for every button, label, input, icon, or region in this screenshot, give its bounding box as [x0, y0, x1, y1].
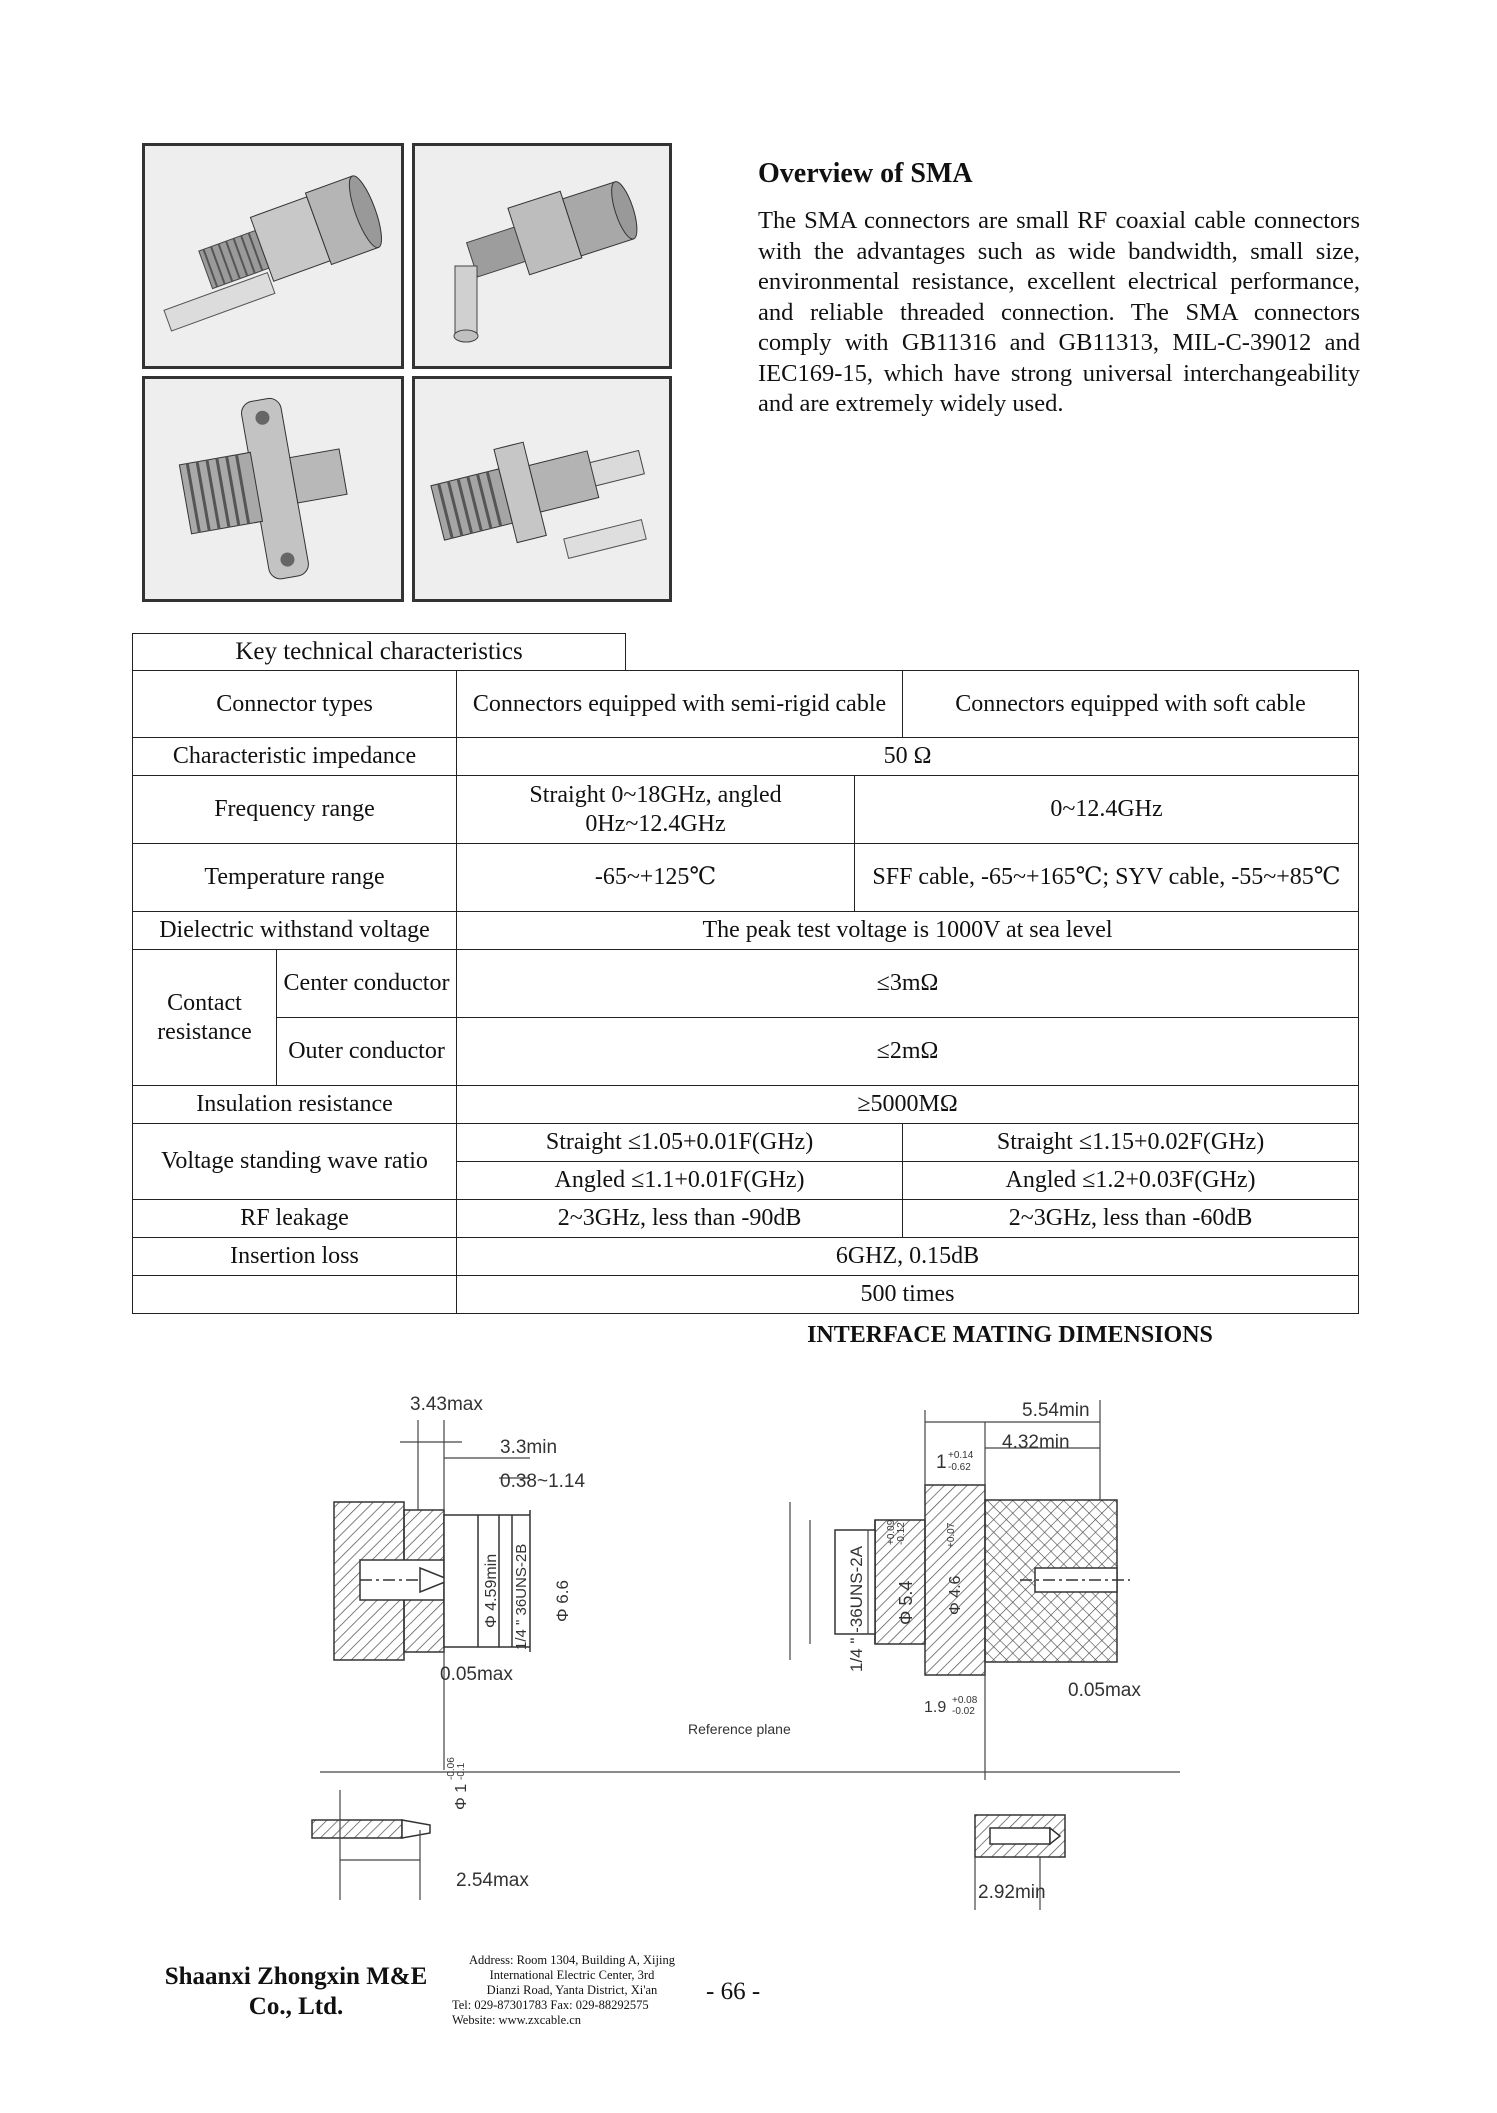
- temperature-label: Temperature range: [133, 844, 457, 912]
- table-row: [133, 912, 1359, 950]
- center-conductor-label: Center conductor: [277, 950, 457, 1018]
- table-row: [133, 1124, 1359, 1162]
- table-row: [133, 671, 1359, 738]
- dim-1-tol-top: +0.14: [948, 1450, 974, 1461]
- sma-right-angle-plug-photo: [412, 143, 672, 369]
- table-row: [133, 776, 1359, 844]
- dim-0.05max-left: 0.05max: [440, 1664, 513, 1685]
- impedance-label: Characteristic impedance: [133, 738, 457, 776]
- dim-pin-tol-top: -0.06: [446, 1757, 457, 1780]
- dielectric-value: The peak test voltage is 1000V at sea level: [457, 912, 1359, 950]
- temperature-semi-value: -65~+125℃: [457, 844, 855, 912]
- overview-paragraph: The SMA connectors are small RF coaxial cable connectors with the advantages such as wide bandwidth, small size, environmental resistance, excellent electrical performance, and reliable threaded connection. The SMA connectors comply with GB11316 and GB11313, MIL-C-39012 and IEC169-15, which have strong universal interchangeability and are extremely widely used.: [758, 207, 1360, 417]
- rf-leakage-soft: 2~3GHz, less than -60dB: [903, 1200, 1359, 1238]
- frequency-semi-value: Straight 0~18GHz, angled 0Hz~12.4GHz: [457, 776, 855, 844]
- sma-bulkhead-jack-photo: [412, 376, 672, 602]
- table-row: [133, 738, 1359, 776]
- insertion-loss-value: 6GHZ, 0.15dB: [457, 1238, 1359, 1276]
- dim-1.9-tol-bottom: -0.02: [952, 1706, 975, 1717]
- sma-straight-plug-photo: [142, 143, 404, 369]
- dim-1.9: 1.9: [924, 1699, 947, 1716]
- dim-4.59min: Φ 4.59min: [483, 1553, 500, 1628]
- dielectric-label: Dielectric withstand voltage: [133, 912, 457, 950]
- address-line: Address: Room 1304, Building A, Xijing: [469, 1953, 675, 1967]
- address-line: Dianzi Road, Yanta District, Xi'an: [486, 1983, 658, 1997]
- table-caption: Key technical characteristics: [132, 633, 626, 670]
- dim-4.6: Φ 4.6: [947, 1575, 964, 1615]
- soft-cable-header: Connectors equipped with soft cable: [903, 671, 1359, 738]
- plug-interface-drawing: [835, 1485, 1130, 1857]
- table-row: [133, 950, 1359, 1018]
- dim-1.9-tol-top: +0.08: [952, 1695, 978, 1706]
- vswr-soft-angled: Angled ≤1.2+0.03F(GHz): [903, 1162, 1359, 1200]
- dim-3.43max: 3.43max: [410, 1394, 483, 1415]
- table-row: [133, 1200, 1359, 1238]
- impedance-value: 50 Ω: [457, 738, 1359, 776]
- dim-0.05max-right: 0.05max: [1068, 1680, 1141, 1701]
- dim-pin-diameter: Φ 1: [453, 1783, 470, 1810]
- insulation-label: Insulation resistance: [133, 1086, 457, 1124]
- website-line: Website: www.zxcable.cn: [452, 2013, 582, 2027]
- company-name: [140, 1962, 452, 2022]
- dim-36uns-2a: 1/4 " -36UNS-2A: [847, 1545, 866, 1672]
- sma-flange-jack-photo: [142, 376, 404, 602]
- dim-0.38-1.14: 0.38~1.14: [500, 1471, 586, 1492]
- table-row: [133, 1018, 1359, 1086]
- temperature-soft-value: SFF cable, -65~+165℃; SYV cable, -55~+85℃: [855, 844, 1359, 912]
- rf-leakage-semi: 2~3GHz, less than -90dB: [457, 1200, 903, 1238]
- dim-1-tol-bottom: -0.62: [948, 1462, 971, 1473]
- vswr-label: Voltage standing wave ratio: [133, 1124, 457, 1200]
- dim-2.92min: 2.92min: [978, 1882, 1046, 1903]
- vswr-soft-straight: Straight ≤1.15+0.02F(GHz): [903, 1124, 1359, 1162]
- table-row: [133, 1238, 1359, 1276]
- vswr-semi-angled: Angled ≤1.1+0.01F(GHz): [457, 1162, 903, 1200]
- dim-5.4: Φ 5.4: [896, 1580, 916, 1625]
- connector-types-label: Connector types: [133, 671, 457, 738]
- frequency-soft-value: 0~12.4GHz: [855, 776, 1359, 844]
- dim-4.6-tol: +0.07: [946, 1522, 957, 1548]
- specifications-table: [132, 670, 1359, 1314]
- vswr-semi-straight: Straight ≤1.05+0.01F(GHz): [457, 1124, 903, 1162]
- outer-conductor-label: Outer conductor: [277, 1018, 457, 1086]
- drawing-title: INTERFACE MATING DIMENSIONS: [807, 1322, 1213, 1348]
- dim-1: 1: [936, 1452, 947, 1473]
- table-row: [133, 1276, 1359, 1314]
- reference-plane-label: Reference plane: [688, 1721, 791, 1737]
- overview-title: Overview of SMA: [758, 158, 973, 189]
- durability-label: [133, 1276, 457, 1314]
- dim-5.4-tol-top: +0.09: [886, 1519, 897, 1545]
- dim-4.32min: 4.32min: [1002, 1432, 1070, 1453]
- company-address: [452, 1953, 692, 2028]
- interface-mating-drawing: [300, 1360, 1200, 1920]
- dim-5.54min: 5.54min: [1022, 1400, 1090, 1421]
- dim-pin-tol-bottom: -0.1: [456, 1762, 467, 1780]
- dim-36uns-2b: 1/4 " 36UNS-2B: [513, 1543, 530, 1650]
- outer-conductor-value: ≤2mΩ: [457, 1018, 1359, 1086]
- frequency-label: Frequency range: [133, 776, 457, 844]
- dim-2.54max: 2.54max: [456, 1870, 529, 1891]
- page-number: - 66 -: [706, 1978, 761, 2005]
- contact-resistance-label: Contact resistance: [133, 950, 277, 1086]
- rf-leakage-label: RF leakage: [133, 1200, 457, 1238]
- company-line-2: Co., Ltd.: [248, 1993, 344, 2020]
- contact-line: Tel: 029-87301783 Fax: 029-88292575: [452, 1998, 649, 2012]
- address-line: International Electric Center, 3rd: [489, 1968, 655, 1982]
- table-row: [133, 1086, 1359, 1124]
- insertion-loss-label: Insertion loss: [133, 1238, 457, 1276]
- dim-6.6: Φ 6.6: [553, 1580, 572, 1622]
- dim-3.3min: 3.3min: [500, 1437, 558, 1458]
- company-line-1: Shaanxi Zhongxin M&E: [164, 1963, 428, 1990]
- table-row: [133, 844, 1359, 912]
- durability-value: 500 times: [457, 1276, 1359, 1314]
- dim-5.4-tol-bottom: -0.12: [896, 1522, 907, 1545]
- center-conductor-value: ≤3mΩ: [457, 950, 1359, 1018]
- semi-rigid-header: Connectors equipped with semi-rigid cable: [457, 671, 903, 738]
- insulation-value: ≥5000MΩ: [457, 1086, 1359, 1124]
